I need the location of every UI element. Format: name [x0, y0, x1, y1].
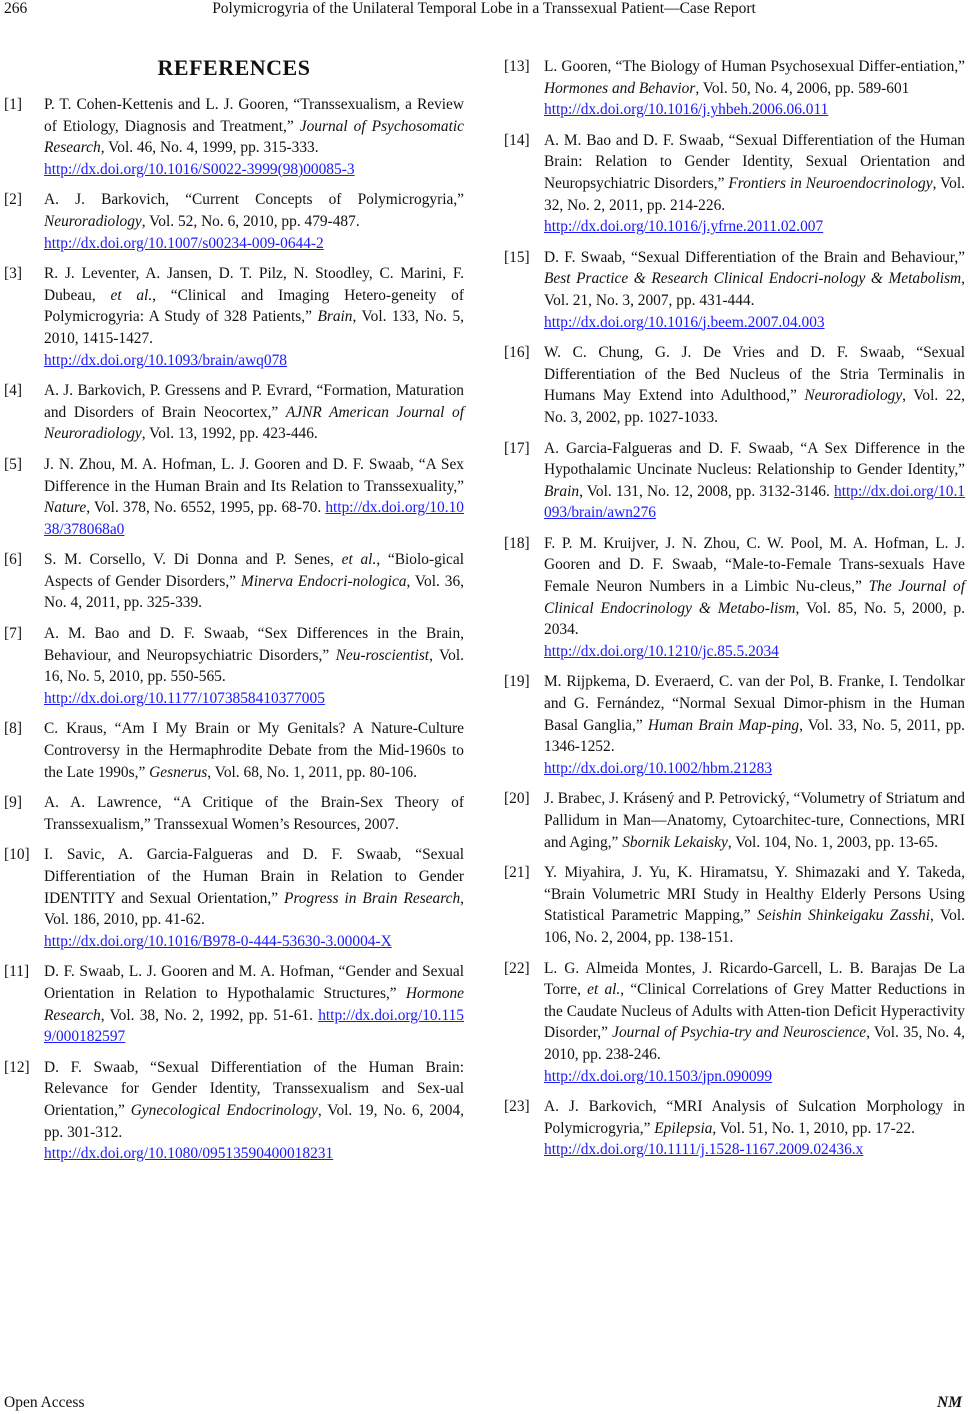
reference-entry — [504, 958, 965, 1088]
left-column — [4, 52, 464, 1174]
reference-number: [16] — [504, 344, 530, 362]
reference-text: M. Rijpkema, D. Everaerd, C. van der Pol, B. Franke, I. Tendolkar and G. Fernández, “Normal Sexual Dimor-phism in the Human Basal Ganglia,” Human Brain Map-ping, Vol. 33, No. 5, 2011, pp. 1346-1252. http://dx.doi.org/10.1002/hbm.21283 — [544, 671, 965, 779]
reference-number: [19] — [504, 673, 530, 691]
references-heading: REFERENCES — [157, 55, 311, 80]
reference-text: A. J. Barkovich, “MRI Analysis of Sulcation Morphology in Polymicrogyria,” Epilepsia, Vol. 51, No. 1, 2010, pp. 17-22. http://dx.doi.org/10.1111/j.1528-1167.2009.02436.x — [544, 1096, 965, 1161]
page-header — [0, 0, 968, 22]
reference-list-left — [4, 94, 464, 1165]
reference-text: D. F. Swaab, “Sexual Differentiation of the Human Brain: Relevance for Gender Identity, Transsexualism and Sex-ual Orientation,” Gynecological Endocrinology, Vol. 19, No. 6, 2004, pp. 301-312. http://dx.doi.org/10.1080/09513590400018231 — [44, 1057, 464, 1165]
reference-number: [13] — [504, 58, 530, 75]
reference-entry — [504, 533, 965, 663]
reference-entry — [4, 1057, 464, 1165]
reference-number: [7] — [4, 625, 22, 643]
reference-number: [17] — [504, 439, 530, 457]
running-title: Polymicrogyria of the Unilateral Temporal Lobe in a Transsexual Patient—Case Report — [212, 0, 756, 17]
reference-number: [18] — [504, 534, 530, 552]
reference-entry — [504, 1096, 965, 1161]
reference-entry — [504, 247, 965, 333]
reference-number: [1] — [4, 96, 22, 113]
reference-number: [23] — [504, 1098, 530, 1116]
reference-number: [9] — [4, 794, 22, 812]
reference-entry — [504, 671, 965, 779]
reference-entry — [4, 380, 464, 445]
reference-text: A. M. Bao and D. F. Swaab, “Sexual Differentiation of the Human Brain: Relation to Gender Identity, Sexual Orientation and Neuropsychiatric Disorders,” Frontiers in Neuroendocrinology, Vol. 32, No. 2, 2011, pp. 214-226. http://dx.doi.org/10.1016/j.yfrne.2011.02.007 — [544, 130, 965, 238]
right-column — [504, 56, 965, 1170]
reference-text: W. C. Chung, G. J. De Vries and D. F. Swaab, “Sexual Differentiation of the Bed Nucleus of the Stria Terminalis in Humans May Extend into Adulthood,” Neuroradiology, Vol. 22, No. 3, 2002, pp. 1027-1033. — [544, 344, 966, 426]
reference-number: [4] — [4, 382, 22, 400]
reference-text: F. P. M. Kruijver, J. N. Zhou, C. W. Pool, M. A. Hofman, L. J. Gooren and D. F. Swaab, “Male-to-Female Trans-sexuals Have Female Neuron Numbers in a Limbic Nu-cleus,” The Journal of Clinical Endocrinology & Metabo-lism, Vol. 85, No. 5, 2000, p. 2034. http://dx.doi.org/10.1210/jc.85.5.2034 — [544, 533, 965, 663]
doi-link[interactable]: http://dx.doi.org/10.1016/j.beem.2007.04.003 — [544, 313, 825, 331]
reference-text: A. A. Lawrence, “A Critique of the Brain-Sex Theory of Transsexualism,” Transsexual Women’s Resources, 2007. — [44, 794, 464, 833]
doi-link[interactable]: http://dx.doi.org/10.1503/jpn.090099 — [544, 1067, 773, 1085]
reference-number: [22] — [504, 959, 530, 977]
reference-number: [2] — [4, 191, 22, 209]
reference-text: C. Kraus, “Am I My Brain or My Genitals? A Nature-Culture Controversy in the Hermaphrodite Debate from the Mid-1960s to the Late 1990s,” Gesnerus, Vol. 68, No. 1, 2011, pp. 80-106. — [44, 720, 464, 781]
reference-text: A. J. Barkovich, P. Gressens and P. Evrard, “Formation, Maturation and Disorders of Brain Neocortex,” AJNR American Journal of Neuroradiology, Vol. 13, 1992, pp. 423-446. — [44, 382, 464, 443]
reference-number: [11] — [4, 963, 30, 981]
reference-entry — [4, 792, 464, 835]
reference-text: Y. Miyahira, J. Yu, K. Hiramatsu, Y. Shimazaki and Y. Takeda, “Brain Volumetric MRI Study in Healthy Elderly Persons Using Statistical Parametric Mapping,” Seishin Shinkeigaku Zasshi, Vol. 106, No. 2, 2004, pp. 138-151. — [544, 864, 965, 946]
reference-text: A. Garcia-Falgueras and D. F. Swaab, “A Sex Difference in the Hypothalamic Uncinate Nucleus: Relationship to Gender Identity,” Brain, Vol. 131, No. 12, 2008, pp. 3132-3146. http://dx.doi.org/10.1093/brain/awn276 — [544, 439, 965, 522]
reference-entry — [4, 263, 464, 371]
reference-entry — [4, 623, 464, 709]
reference-entry — [4, 189, 464, 254]
reference-entry — [4, 718, 464, 783]
reference-entry — [504, 342, 965, 428]
doi-link[interactable]: http://dx.doi.org/10.1159/000182597 — [44, 1006, 464, 1046]
reference-text: D. F. Swaab, “Sexual Differentiation of the Brain and Behaviour,” Best Practice & Research Clinical Endocri-nology & Metabolism, Vol. 21, No. 3, 2007, pp. 431-444. http://dx.doi.org/10.1016/j.beem.2007.04.003 — [544, 247, 965, 333]
reference-number: [15] — [504, 248, 530, 266]
reference-text: S. M. Corsello, V. Di Donna and P. Senes, et al., “Biolo-gical Aspects of Gender Disorders,” Minerva Endocri-nologica, Vol. 36, No. 4, 2011, pp. 325-339. — [44, 551, 464, 612]
reference-entry — [4, 844, 464, 952]
reference-entry — [4, 454, 464, 540]
reference-number: [14] — [504, 131, 530, 149]
reference-text: R. J. Leventer, A. Jansen, D. T. Pilz, N. Stoodley, C. Marini, F. Dubeau, et al., “Clinical and Imaging Hetero-geneity of Polymicrogyria: A Study of 328 Patients,” Brain, Vol. 133, No. 5, 2010, 1415-1427. http://dx.doi.org/10.1093/brain/awq078 — [44, 263, 464, 371]
reference-text: J. Brabec, J. Krásený and P. Petrovický, “Volumetry of Striatum and Pallidum in Man—Anatomy, Cytoarchitec-ture, Connections, MRI and Aging,” Sbornik Lekaisky, Vol. 104, No. 1, 2003, pp. 13-65. — [544, 790, 965, 851]
doi-link[interactable]: http://dx.doi.org/10.1210/jc.85.5.2034 — [544, 642, 779, 660]
reference-number: [6] — [4, 551, 22, 569]
reference-list-right — [504, 56, 965, 1161]
journal-abbrev: NM — [937, 1394, 962, 1411]
reference-text: A. M. Bao and D. F. Swaab, “Sex Differences in the Brain, Behaviour, and Neuropsychiatric Disorders,” Neu-roscientist, Vol. 16, No. 5, 2010, pp. 550-565. http://dx.doi.org/10.1177/1073858410377005 — [44, 623, 464, 709]
doi-link[interactable]: http://dx.doi.org/10.1016/S0022-3999(98)00085-3 — [44, 160, 355, 178]
reference-number: [12] — [4, 1058, 30, 1076]
doi-link[interactable]: http://dx.doi.org/10.1016/B978-0-444-53630-3.00004-X — [44, 932, 392, 950]
doi-link[interactable]: http://dx.doi.org/10.1111/j.1528-1167.2009.02436.x — [544, 1141, 864, 1159]
reference-text: L. Gooren, “The Biology of Human Psychosexual Differ-entiation,” Hormones and Behavior, Vol. 50, No. 4, 2006, pp. 589-601 http://dx.doi.org/10.1016/j.yhbeh.2006.06.011 — [544, 56, 965, 121]
reference-entry — [4, 549, 464, 614]
doi-link[interactable]: http://dx.doi.org/10.1016/j.yhbeh.2006.06.011 — [544, 101, 829, 119]
doi-link[interactable]: http://dx.doi.org/10.1002/hbm.21283 — [544, 759, 773, 777]
reference-number: [20] — [504, 790, 530, 808]
open-access-label: Open Access — [4, 1394, 85, 1411]
reference-number: [21] — [504, 864, 530, 882]
doi-link[interactable]: http://dx.doi.org/10.1007/s00234-009-0644-2 — [44, 234, 324, 252]
reference-text: A. J. Barkovich, “Current Concepts of Polymicrogyria,” Neuroradiology, Vol. 52, No. 6, 2010, pp. 479-487. http://dx.doi.org/10.1007/s00234-009-0644-2 — [44, 189, 464, 254]
reference-number: [3] — [4, 265, 22, 283]
page-footer — [0, 1394, 968, 1414]
reference-entry — [504, 56, 965, 121]
reference-entry — [504, 438, 965, 524]
reference-text: P. T. Cohen-Kettenis and L. J. Gooren, “Transsexualism, a Review of Etiology, Diagnosis and Treatment,” Journal of Psychosomatic Research, Vol. 46, No. 4, 1999, pp. 315-333. http://dx.doi.org/10.1016/S0022-3999(98)00085-3 — [44, 94, 464, 180]
reference-text: J. N. Zhou, M. A. Hofman, L. J. Gooren and D. F. Swaab, “A Sex Difference in the Human Brain and Its Relation to Transsexuality,” Nature, Vol. 378, No. 6552, 1995, pp. 68-70. http://dx.doi.org/10.1038/378068a0 — [44, 455, 464, 538]
reference-number: [8] — [4, 720, 22, 738]
doi-link[interactable]: http://dx.doi.org/10.1177/1073858410377005 — [44, 689, 325, 707]
doi-link[interactable]: http://dx.doi.org/10.1093/brain/awn276 — [544, 482, 965, 522]
reference-text: L. G. Almeida Montes, J. Ricardo-Garcell, L. B. Barajas De La Torre, et al., “Clinical Correlations of Grey Matter Reductions in the Caudate Nucleus of Adults with Atten-tion Deficit Hyperactivity Disorder,” Journal of Psychia-try and Neuroscience, Vol. 35, No. 4, 2010, pp. 238-246. http://dx.doi.org/10.1503/jpn.090099 — [544, 958, 965, 1088]
reference-entry — [4, 94, 464, 180]
doi-link[interactable]: http://dx.doi.org/10.1038/378068a0 — [44, 499, 464, 538]
reference-text: I. Savic, A. Garcia-Falgueras and D. F. Swaab, “Sexual Differentiation of the Human Brain in Relation to Gender IDENTITY and Sexual Orientation,” Progress in Brain Research, Vol. 186, 2010, pp. 41-62. http://dx.doi.org/10.1016/B978-0-444-53630-3.00004-X — [44, 844, 464, 952]
page-number: 266 — [4, 0, 28, 17]
reference-entry — [504, 788, 965, 853]
reference-text: D. F. Swaab, L. J. Gooren and M. A. Hofman, “Gender and Sexual Orientation in Relation to Hypothalamic Structures,” Hormone Research, Vol. 38, No. 2, 1992, pp. 51-61. http://dx.doi.org/10.1159/000182597 — [44, 963, 464, 1046]
doi-link[interactable]: http://dx.doi.org/10.1093/brain/awq078 — [44, 351, 287, 369]
reference-entry — [504, 862, 965, 948]
doi-link[interactable]: http://dx.doi.org/10.1016/j.yfrne.2011.02.007 — [544, 218, 824, 236]
reference-number: [10] — [4, 846, 30, 864]
reference-entry — [4, 961, 464, 1047]
reference-entry — [504, 130, 965, 238]
reference-number: [5] — [4, 455, 22, 473]
doi-link[interactable]: http://dx.doi.org/10.1080/09513590400018231 — [44, 1145, 334, 1163]
